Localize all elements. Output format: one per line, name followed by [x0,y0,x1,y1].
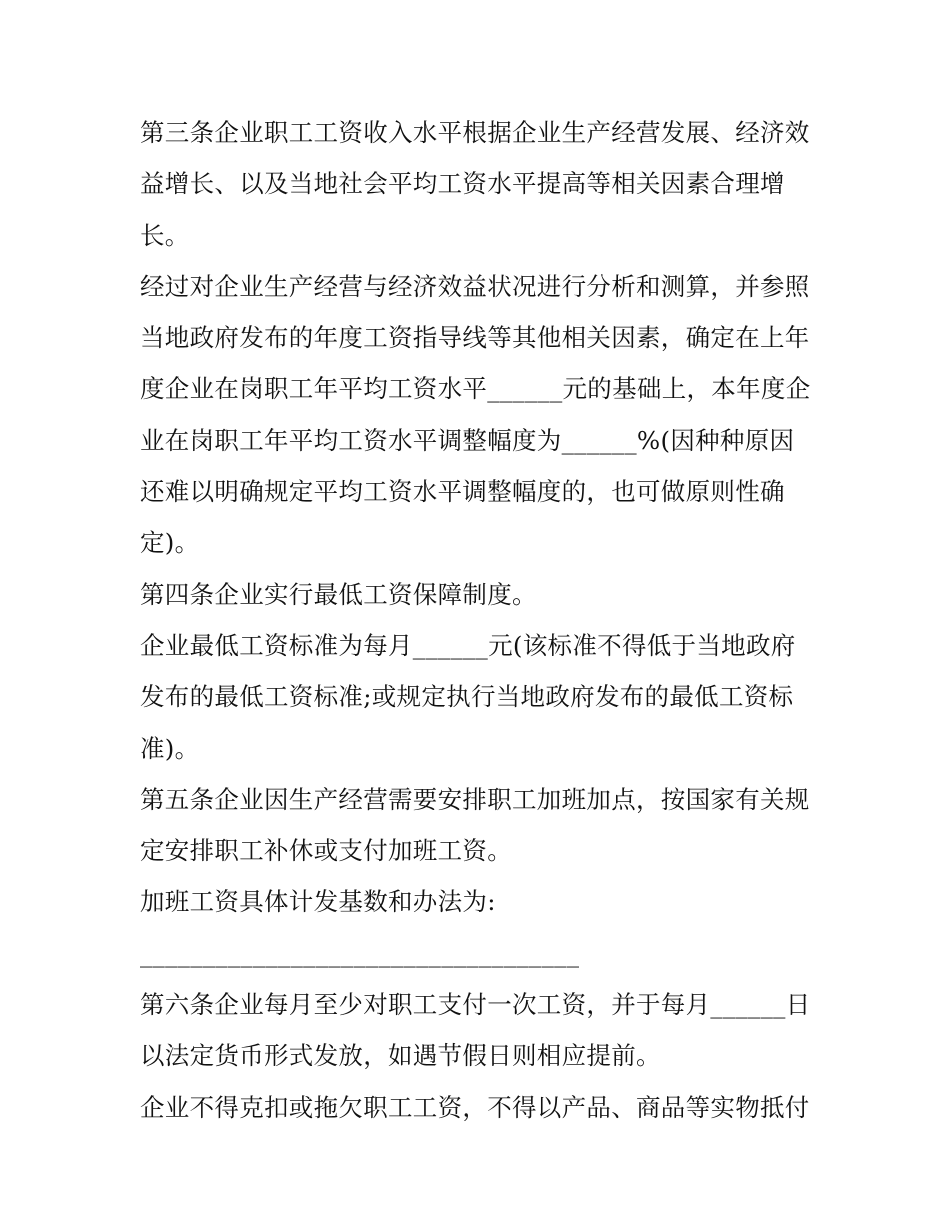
paragraph-article-3: 第三条企业职工工资收入水平根据企业生产经营发展、经济效益增长、以及当地社会平均工资水平提高等相关因素合理增长。 [140,118,810,250]
paragraph-overtime-method: 加班工资具体计发基数和办法为: [140,887,496,917]
paragraph-wage-adjustment: 经过对企业生产经营与经济效益状况进行分析和测算，并参照当地政府发布的年度工资指导线等其他相关因素，确定在上年度企业在岗职工年平均工资水平______元的基础上，本年度企业在岗职工年平均工资水平调整幅度为______%(因种种原因还难以明确规定平均工资水平调整幅度的，也可做原则性确定)。 [140,271,811,558]
paragraph-article-4: 第四条企业实行最低工资保障制度。 [140,579,537,609]
paragraph-no-deduction: 企业不得克扣或拖欠职工工资，不得以产品、商品等实物抵付 [140,1092,810,1122]
paragraph-minimum-wage: 企业最低工资标准为每月______元(该标准不得低于当地政府发布的最低工资标准;或规定执行当地政府发布的最低工资标准)。 [140,630,796,763]
document-body [140,107,815,1133]
paragraph-article-5: 第五条企业因生产经营需要安排职工加班加点，按国家有关规定安排职工补休或支付加班工资。 [140,784,810,866]
paragraph-article-6: 第六条企业每月至少对职工支付一次工资，并于每月______日以法定货币形式发放，如遇节假日则相应提前。 [140,990,811,1071]
fill-in-blank-line: ___________________________________ [140,938,580,968]
